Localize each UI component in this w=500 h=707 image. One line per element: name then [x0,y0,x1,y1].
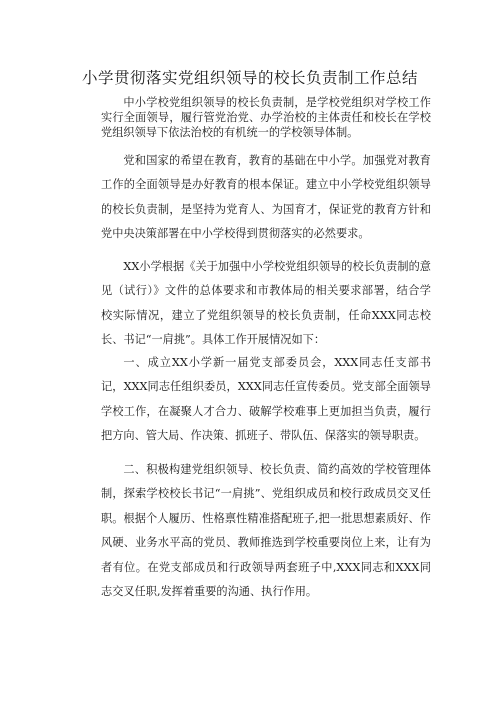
paragraph-item-one: 一、成立XX小学新一届党支部委员会，XXX同志任支部书记，XXX同志任组织委员，XXX同志任宣传委员。党支部全面领导学校工作，在凝聚人才合力、破解学校难事上更加担当负责，履行把方向、管大局、作决策、抓班子、带队伍、保落实的领导职责。 [101,356,431,443]
document-title: 小学贯彻落实党组织领导的校长负责制工作总结 [81,69,418,87]
paragraph-importance: 党和国家的希望在教育，教育的基础在中小学。加强党对教育工作的全面领导是办好教育的根本保证。建立中小学校党组织领导的校长负责制，是坚持为党育人、为国育才，保证党的教育方针和党中央决策部署在中小学校得到贯彻落实的必然要求。 [101,154,431,241]
paragraph-item-two: 二、积极构建党组织领导、校长负责、简约高效的学校管理体制，探索学校校长书记“一肩挑”、党组织成员和校行政成员交叉任职。根据个人履历、性格禀性精准搭配班子,把一批思想素质好、作风硬、业务水平高的党员、教师推选到学校重要岗位上来，让有为者有位。在党支部成员和行政领导两套班子中,XXX同志和XXX同志交叉任职,发挥着重要的沟通、执行作用。 [101,463,431,599]
paragraph-intro: 中小学校党组织领导的校长负责制，是学校党组织对学校工作实行全面领导，履行管党治党、办学治校的主体责任和校长在学校党组织领导下依法治校的有机统一的学校领导体制。 [101,96,431,139]
paragraph-implementation: XX小学根据《关于加强中小学校党组织领导的校长负责制的意见（试行）》文件的总体要求和市教体局的相关要求部署，结合学校实际情况，建立了党组织领导的校长负责制，任命XXX同志校长、书记“一肩挑”。具体工作开展情况如下： [101,260,431,347]
